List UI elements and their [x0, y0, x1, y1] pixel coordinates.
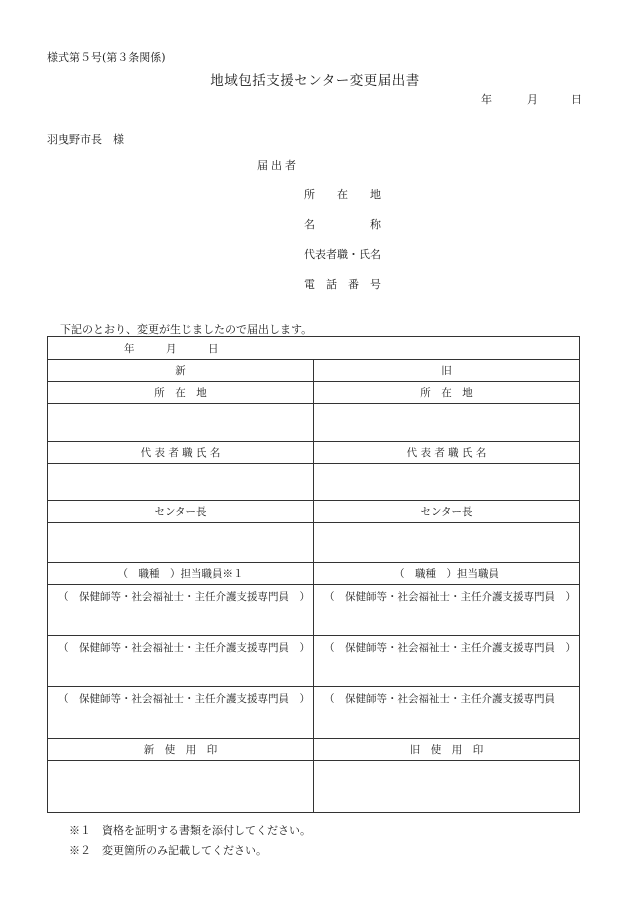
old-center-head-cell[interactable]: [314, 523, 580, 563]
old-rep-label: 代 表 者 職 氏 名: [314, 442, 580, 464]
new-seal-label: 新 使 用 印: [48, 739, 314, 761]
new-staff-row[interactable]: （ 保健師等・社会福祉士・主任介護支援専門員 ）: [48, 636, 314, 687]
new-rep-label: 代 表 者 職 氏 名: [48, 442, 314, 464]
header-old: 旧: [314, 360, 580, 382]
old-rep-cell[interactable]: [314, 464, 580, 501]
old-staff-row[interactable]: （ 保健師等・社会福祉士・主任介護支援専門員: [314, 687, 580, 739]
old-staff-label: （ 職種 ）担当職員: [314, 563, 580, 585]
new-center-head-cell[interactable]: [48, 523, 314, 563]
old-address-cell[interactable]: [314, 404, 580, 442]
submitter-label: 届出者: [257, 159, 299, 172]
old-address-label: 所 在 地: [314, 382, 580, 404]
new-center-head-label: センター長: [48, 501, 314, 523]
submitter-name-label: 名 称: [304, 218, 381, 231]
header-month: 月: [527, 93, 538, 106]
document-title: 地域包括支援センター変更届出書: [210, 73, 420, 89]
form-number: 様式第５号(第３条関係): [47, 51, 166, 64]
addressee: 羽曳野市長 様: [47, 133, 124, 146]
header-year: 年: [481, 93, 492, 106]
new-address-cell[interactable]: [48, 404, 314, 442]
note-1: ※１ 資格を証明する書類を添付してください。: [69, 824, 311, 837]
old-seal-cell[interactable]: [314, 761, 580, 813]
new-address-label: 所 在 地: [48, 382, 314, 404]
new-seal-cell[interactable]: [48, 761, 314, 813]
submitter-phone-label: 電 話 番 号: [304, 278, 381, 291]
header-day: 日: [571, 93, 582, 106]
new-staff-row[interactable]: （ 保健師等・社会福祉士・主任介護支援専門員 ）: [48, 585, 314, 636]
old-staff-row[interactable]: （ 保健師等・社会福祉士・主任介護支援専門員 ）: [314, 636, 580, 687]
new-rep-cell[interactable]: [48, 464, 314, 501]
old-center-head-label: センター長: [314, 501, 580, 523]
change-date: 年 月 日: [48, 337, 580, 360]
submitter-address-label: 所 在 地: [304, 188, 381, 201]
old-staff-row[interactable]: （ 保健師等・社会福祉士・主任介護支援専門員 ）: [314, 585, 580, 636]
header-new: 新: [48, 360, 314, 382]
old-seal-label: 旧 使 用 印: [314, 739, 580, 761]
intro-text: 下記のとおり、変更が生じましたので届出します。: [60, 323, 313, 336]
new-staff-label: （ 職種 ）担当職員※１: [48, 563, 314, 585]
new-staff-row[interactable]: （ 保健師等・社会福祉士・主任介護支援専門員 ）: [48, 687, 314, 739]
change-table: [47, 336, 580, 813]
note-2: ※２ 変更箇所のみ記載してください。: [69, 844, 267, 857]
submitter-rep-label: 代表者職・氏名: [304, 248, 381, 261]
